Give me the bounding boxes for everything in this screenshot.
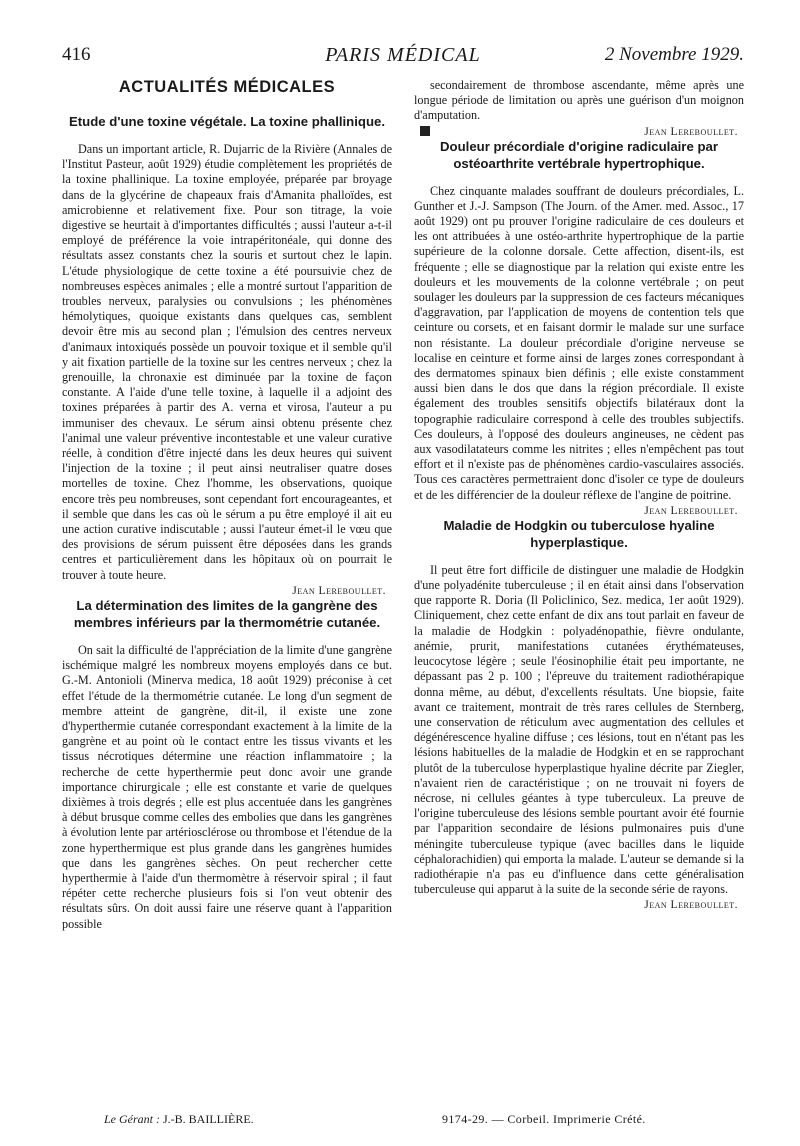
printer-mark-icon	[420, 126, 430, 136]
signature-text: Jean Lereboullet.	[292, 584, 386, 597]
manager-label: Le Gérant :	[104, 1112, 160, 1126]
journal-title: PARIS MÉDICAL	[325, 44, 481, 66]
continuation-signature	[414, 126, 738, 138]
article-title-douleur: Douleur précordiale d'origine radiculaire par ostéoarthrite vertébrale hypertrophique.	[440, 138, 718, 171]
left-column	[62, 78, 392, 932]
issue-date: 2 Novembre 1929.	[604, 44, 744, 65]
article-signature-toxine	[62, 585, 386, 597]
signature-text: Jean Lereboullet.	[644, 504, 738, 517]
article-title-gangrene: La détermination des limites de la gangrène des membres inférieurs par la thermométrie cutanée.	[73, 597, 381, 630]
section-label: ACTUALITÉS MÉDICALES	[118, 78, 336, 96]
page-header	[62, 44, 744, 70]
article-title-hodgkin: Maladie de Hodgkin ou tuberculose hyaline hyperplastique.	[443, 517, 715, 550]
footer-printer: 9174-29. — Corbeil. Imprimerie Crété.	[442, 1112, 646, 1126]
article-body-hodgkin: Il peut être fort difficile de distinguer une maladie de Hodgkin d'une polyadénite tuberculeuse ; il en était ainsi dans l'observation que rapporte R. Doria (Il Policlinico, Sez. medica, 1er août 1929). Cliniquement, chez cette enfant de dix ans tout parlait en faveur de la maladie de Hodgkin : polyadénopathie, fièvre ondulante, anémie, prurit, manifestations cutanées érythémateuses, leucocytose légère ; seule l'éosinophilie était peu importante, ne dépassant pas 2 p. 100 ; l'épreuve du traitement radiothérapique donna même, au début, d'excellents résultats. Une biopsie, faite avant ce traitement, montrait de très rares cellules de Sternberg, une conservation de réticulum avec augmentation des cellules et dégénérescence hyaline diffuse ; ces lésions, tout en n'étant pas les lésions habituelles de la maladie de Hodgkin et en se rapprochant plutôt de la tuberculose hyperplastique hyaline décrite par Ziegler, n'avaient rien de caractéristique ; on ne trouvait ni foyers de nécrose, ni cellules géantes à type tuberculeux. La preuve de l'origine tuberculeuse des lésions semble pourtant avoir été fournie par l'apparition secondaire de lésions pulmonaires puis d'une méningite tuberculeuse typique (avec bacilles dans le liquide céphalorachidien) qui emporta la malade. L'auteur se demande si la radiothérapie n'a pas eu d'influence dans cette généralisation tuberculeuse qui apparut à la suite de la seconde série de rayons.	[414, 562, 744, 897]
article-continuation: secondairement de thrombose ascendante, même après une longue période de limitation ou après une guérison d'un moignon d'amputation.	[414, 78, 744, 123]
signature-text: Jean Lereboullet.	[644, 125, 738, 138]
article-signature-douleur	[414, 505, 738, 517]
page-footer	[62, 1112, 744, 1128]
article-signature-hodgkin	[414, 899, 738, 911]
article-body-toxine: Dans un important article, R. Dujarric de la Rivière (Annales de l'Institut Pasteur, août 1929) étudie complètement les propriétés de la toxine phallinique. La toxine employée, préparée par broyage dans de la glycérine de chapeaux frais d'Amanita phalloïdes, est amicrobienne et relativement fixe. Pour son titrage, la voie digestive se heurtait à d'importantes difficultés ; aussi l'auteur a-t-il employé de préférence la voie intrapéritonéale, qui donne des résultats assez constants chez la souris et surtout chez le lapin. L'étude physiologique de cette toxine a été poursuivie chez de nombreuses espèces animales ; elle a montré surtout l'apparition de troubles nerveux, paralysies ou convulsions ; les phénomènes hémolytiques, quoique existants dans quelques cas, semblent devoir être mis au second plan ; l'émulsion des centres nerveux d'animaux intoxiqués possède un pouvoir toxique et il semble qu'il y ait fixation partielle de la toxine sur les centres nerveux ; chez la grenouille, la chronaxie est diminuée par la toxine de façon constante. A l'aide d'une telle toxine, à laquelle il a adjoint des toxines préparées à partir des A. verna et virosa, l'auteur a pu immuniser des chevaux. Le sérum ainsi obtenu présente chez l'animal une valeur préventive incontestable et une valeur curative réelle, à condition d'être injecté dans les deux heures qui suivent l'injection de la toxine ; il peut ainsi neutraliser quatre doses mortelles de toxine. Chez l'homme, les observations, quoique encore très peu nombreuses, sont cependant fort encourageantes, et il semble que dans les cas où le sérum a pu être employé il ait eu une action curative indiscutable ; aussi l'auteur émet-il le vœu que des provisions de sérum puissent être déposées dans les grands centres et particulièrement dans les hôpitaux où on pourrait le trouver à toute heure.	[62, 142, 392, 582]
manager-name: J.-B. BAILLIÈRE.	[163, 1112, 254, 1126]
article-body-douleur: Chez cinquante malades souffrant de douleurs précordiales, L. Gunther et J.-J. Sampson (The Journ. of the Amer. med. Assoc., 17 août 1929) ont pu prouver l'origine radiculaire de ces douleurs et les ont attribuées à une ostéo-arthrite hypertrophique de la partie supérieure de la colonne dorsale. Cette affection, disent-ils, est fréquente ; elle se diagnostique par la relation qui existe entre les douleurs et les mouvements de la colonne vertébrale ; on peut soulager les douleurs par la suppression de ces facteurs mécaniques d'aggravation, par l'application de moyens de contention tels que ceinture ou corsets, et en faisant dormir le malade sur une surface non résistante. La douleur précordiale d'origine nerveuse se localise en ceinture et forme ainsi de larges zones correspondant à des dermatomes spinaux bien définis ; elle existe constamment aussi bien dans le dos que dans la région précordiale. Il existe également des troubles sensitifs objectifs bilatéraux dont la topographie radiculaire correspond à celle des troubles subjectifs. Ces douleurs, à l'opposé des douleurs angineuses, ne cèdent pas aux vasodilatateurs comme les nitrites ; elles n'empêchent pas tout effort et il n'existe pas de phénomènes cardio-vasculaires associés. Tous ces caractères permettraient donc d'isoler ce type de douleurs et de les différencier de la douleur réflexe de l'angine de poitrine.	[414, 183, 744, 502]
article-title-toxine: Etude d'une toxine végétale. La toxine phallinique.	[68, 114, 386, 129]
footer-manager	[104, 1112, 254, 1127]
right-column	[414, 78, 744, 911]
page-number: 416	[62, 44, 91, 65]
signature-text: Jean Lereboullet.	[644, 899, 738, 912]
article-body-gangrene: On sait la difficulté de l'appréciation de la limite d'une gangrène ischémique malgré les nombreux moyens employés dans ce but. G.-M. Antonioli (Minerva medica, 18 août 1929) préconise à cet effet l'étude de la thermométrie cutanée. Le long d'un segment de membre atteint de gangrène, dit-il, il existe une zone d'hyperthermie cutanée correspondant exactement à la limite de la gangrène et au point où le contact entre les tissus vivants et les tissus nécrotiques détermine une réaction inflammatoire ; la recherche de cette hyperthermie peut donc avoir une grande importance chirurgicale ; elle est constante et varie de quelques dixièmes à trois degrés ; elle est plus accentuée dans les gangrènes à début brusque comme celles des embolies que dans les gangrènes à évolution lente par artériosclérose ou thrombose et l'étendue de la zone hyperthermique est plus grande dans les gangrènes humides que dans les gangrènes sèches. On peut rechercher cette hyperthermie à l'aide d'un thermomètre à réservoir spiral ; il faut répéter cette recherche plusieurs fois si l'on veut obtenir des résultats sûrs. On doit aussi faire une réserve quant à l'apparition possible	[62, 642, 392, 931]
